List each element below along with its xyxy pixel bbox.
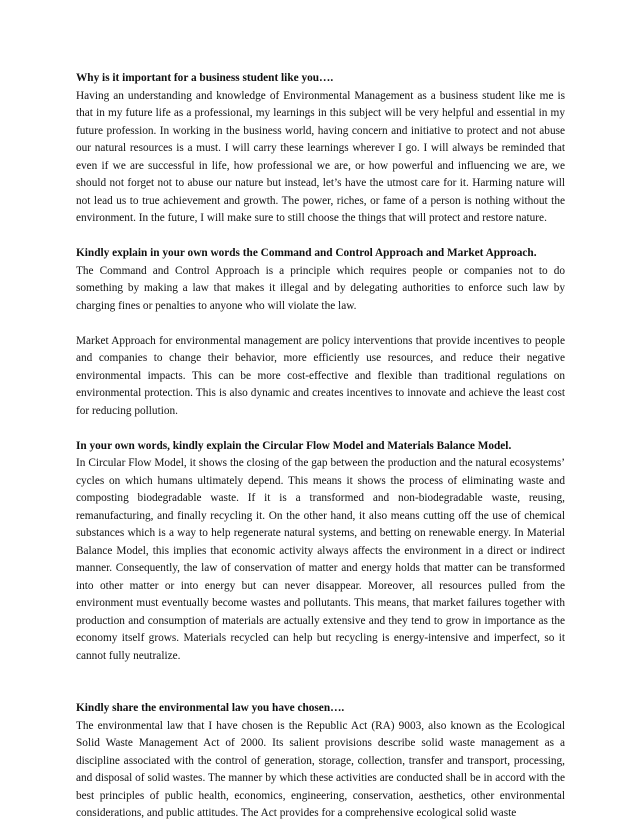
section-paragraph: Having an understanding and knowledge of Environmental Management as a business student like me is that in my future life as a professional, my learnings in this subject will be very helpful and essential in my future profession. In working in the business world, having concern and initiative to protect and not abuse our natural resources is a must. I will carry these learnings wherever I go. I will always be reminded that even if we are successful in life, how professional we are, or how powerful and influencing we are, we should not forget not to abuse our nature but instead, let’s have the utmost care for it. Harming nature will not lead us to true achievement and growth. The power, riches, or fame of a person is nothing without the environment. In the future, I will make sure to still choose the things that will protect and restore nature.: [76, 89, 565, 224]
section-heading: Why is it important for a business student like you….: [76, 72, 334, 84]
section-circular-flow: [76, 438, 565, 666]
section-paragraph: The environmental law that I have chosen is the Republic Act (RA) 9003, also known as the Ecological Solid Waste Management Act of 2000. Its salient provisions describe solid waste management as a discipline associated with the control of generation, storage, collection, transfer and transport, processing, and disposal of solid wastes. The manner by which these activities are conducted shall be in accord with the best principles of public health, economics, engineering, conservation, aesthetics, other environmental considerations, and public attitudes. The Act provides for a comprehensive ecological solid waste: [76, 719, 565, 819]
section-environmental-law: [76, 700, 565, 823]
section-paragraph: Market Approach for environmental management are policy interventions that provide incentives to people and companies to change their behavior, more efficiently use resources, and reduce their negative environmental impacts. This can be more cost-effective and flexible than traditional regulations on environmental protection. This is also dynamic and creates incentives to innovate and achieve the least cost for reducing pollution.: [76, 334, 565, 417]
section-heading: In your own words, kindly explain the Circular Flow Model and Materials Balance Model.: [76, 439, 512, 452]
document-page: [76, 70, 565, 840]
section-importance: [76, 70, 565, 228]
section-paragraph: The Command and Control Approach is a principle which requires people or companies not to do something by making a law that makes it illegal and by delegating authorities to enforce such law by charging fines or penalties to anyone who will violate the law.: [76, 264, 565, 312]
section-heading: Kindly share the environmental law you have chosen….: [76, 702, 345, 714]
section-paragraph: In Circular Flow Model, it shows the closing of the gap between the production and the natural ecosystems’ cycles on which humans ultimately depend. This means it shows the process of eliminating waste and composting biodegradable waste. If it is a transformed and non-biodegradable waste, reusing, remanufacturing, and finally recycling it. On the other hand, it also means cutting off the use of chemical substances which is a way to help regenerate natural systems, and betting on renewable energy. In Material Balance Model, this implies that economic activity always affects the environment in a direct or indirect manner. Consequently, the law of conservation of matter and energy holds that matter can be transformed into other matter or into energy but can never disappear. Moreover, all resources pulled from the environment must eventually become wastes and pollutants. This means, that market failures together with production and consumption of materials are actually extensive and they tend to grow in importance as the economy itself grows. Materials recycled can help but recycling is energy-intensive and imperfect, so it cannot fully neutralize.: [76, 457, 565, 662]
section-command-market: [76, 245, 565, 420]
section-heading: Kindly explain in your own words the Command and Control Approach and Market Approach.: [76, 247, 537, 259]
